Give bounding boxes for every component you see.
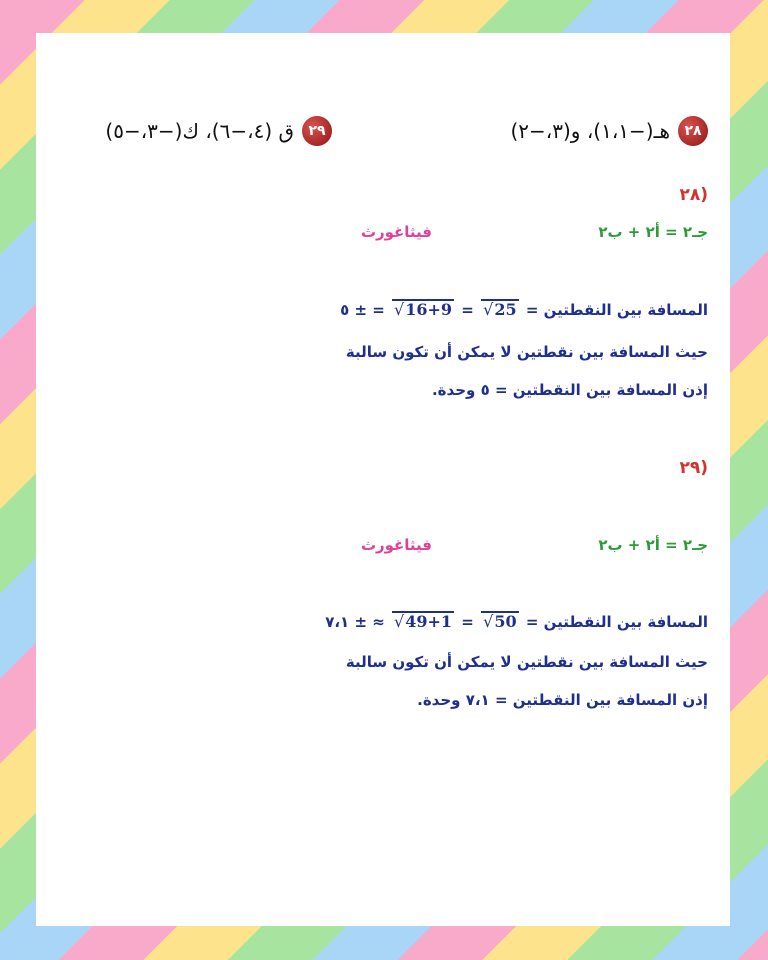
solution-29-label: ٢٩) bbox=[679, 458, 708, 478]
problem-28-badge: ٢٨ bbox=[678, 116, 708, 146]
problem-28 bbox=[510, 116, 708, 146]
solution-29-root-result: √ 50 bbox=[481, 611, 518, 631]
solution-29-note: حيث المسافة بين نقطتين لا يمكن أن تكون سالبة bbox=[345, 653, 708, 671]
solution-28-equals: = bbox=[461, 301, 474, 319]
solution-29-distance-line bbox=[325, 611, 708, 631]
solution-28-distance-prefix: المسافة بين النقطتين = bbox=[525, 301, 708, 319]
solution-29-equals: = bbox=[461, 613, 474, 631]
solution-28-root-sum: √ 16+9 bbox=[392, 299, 454, 319]
solution-29-conclusion: إذن المسافة بين النقطتين = ٧،١ وحدة. bbox=[417, 691, 708, 709]
solution-29-distance-prefix: المسافة بين النقطتين = bbox=[525, 613, 708, 631]
solution-28-conclusion: إذن المسافة بين النقطتين = ٥ وحدة. bbox=[431, 381, 708, 399]
solution-29-formula: جـ٢ = أ٢ + ب٢ bbox=[598, 536, 708, 554]
worksheet-page bbox=[36, 33, 730, 926]
solution-28-expression bbox=[390, 299, 521, 319]
solution-28-formula: جـ٢ = أ٢ + ب٢ bbox=[598, 223, 708, 241]
problem-29-badge: ٢٩ bbox=[302, 116, 332, 146]
solution-29-root-sum: √ 49+1 bbox=[392, 611, 454, 631]
solution-28-label: ٢٨) bbox=[679, 185, 708, 205]
solution-29-theorem: فيثاغورث bbox=[360, 536, 432, 554]
solution-29-result: ≈ ± ٧،١ bbox=[325, 613, 385, 631]
solution-28-result: = ± ٥ bbox=[340, 301, 385, 319]
solution-28-note: حيث المسافة بين نقطتين لا يمكن أن تكون سالبة bbox=[345, 343, 708, 361]
problem-29 bbox=[105, 116, 332, 146]
problem-28-text: هـ(−١،١)، و(٣،−٢) bbox=[510, 119, 670, 143]
problem-29-text: ق (٤،−٦)، ك(−٣،−٥) bbox=[105, 119, 294, 143]
solution-29-expression bbox=[390, 611, 521, 631]
solution-28-distance-line bbox=[340, 299, 708, 319]
solution-28-theorem: فيثاغورث bbox=[360, 223, 432, 241]
solution-28-root-result: √ 25 bbox=[481, 299, 518, 319]
